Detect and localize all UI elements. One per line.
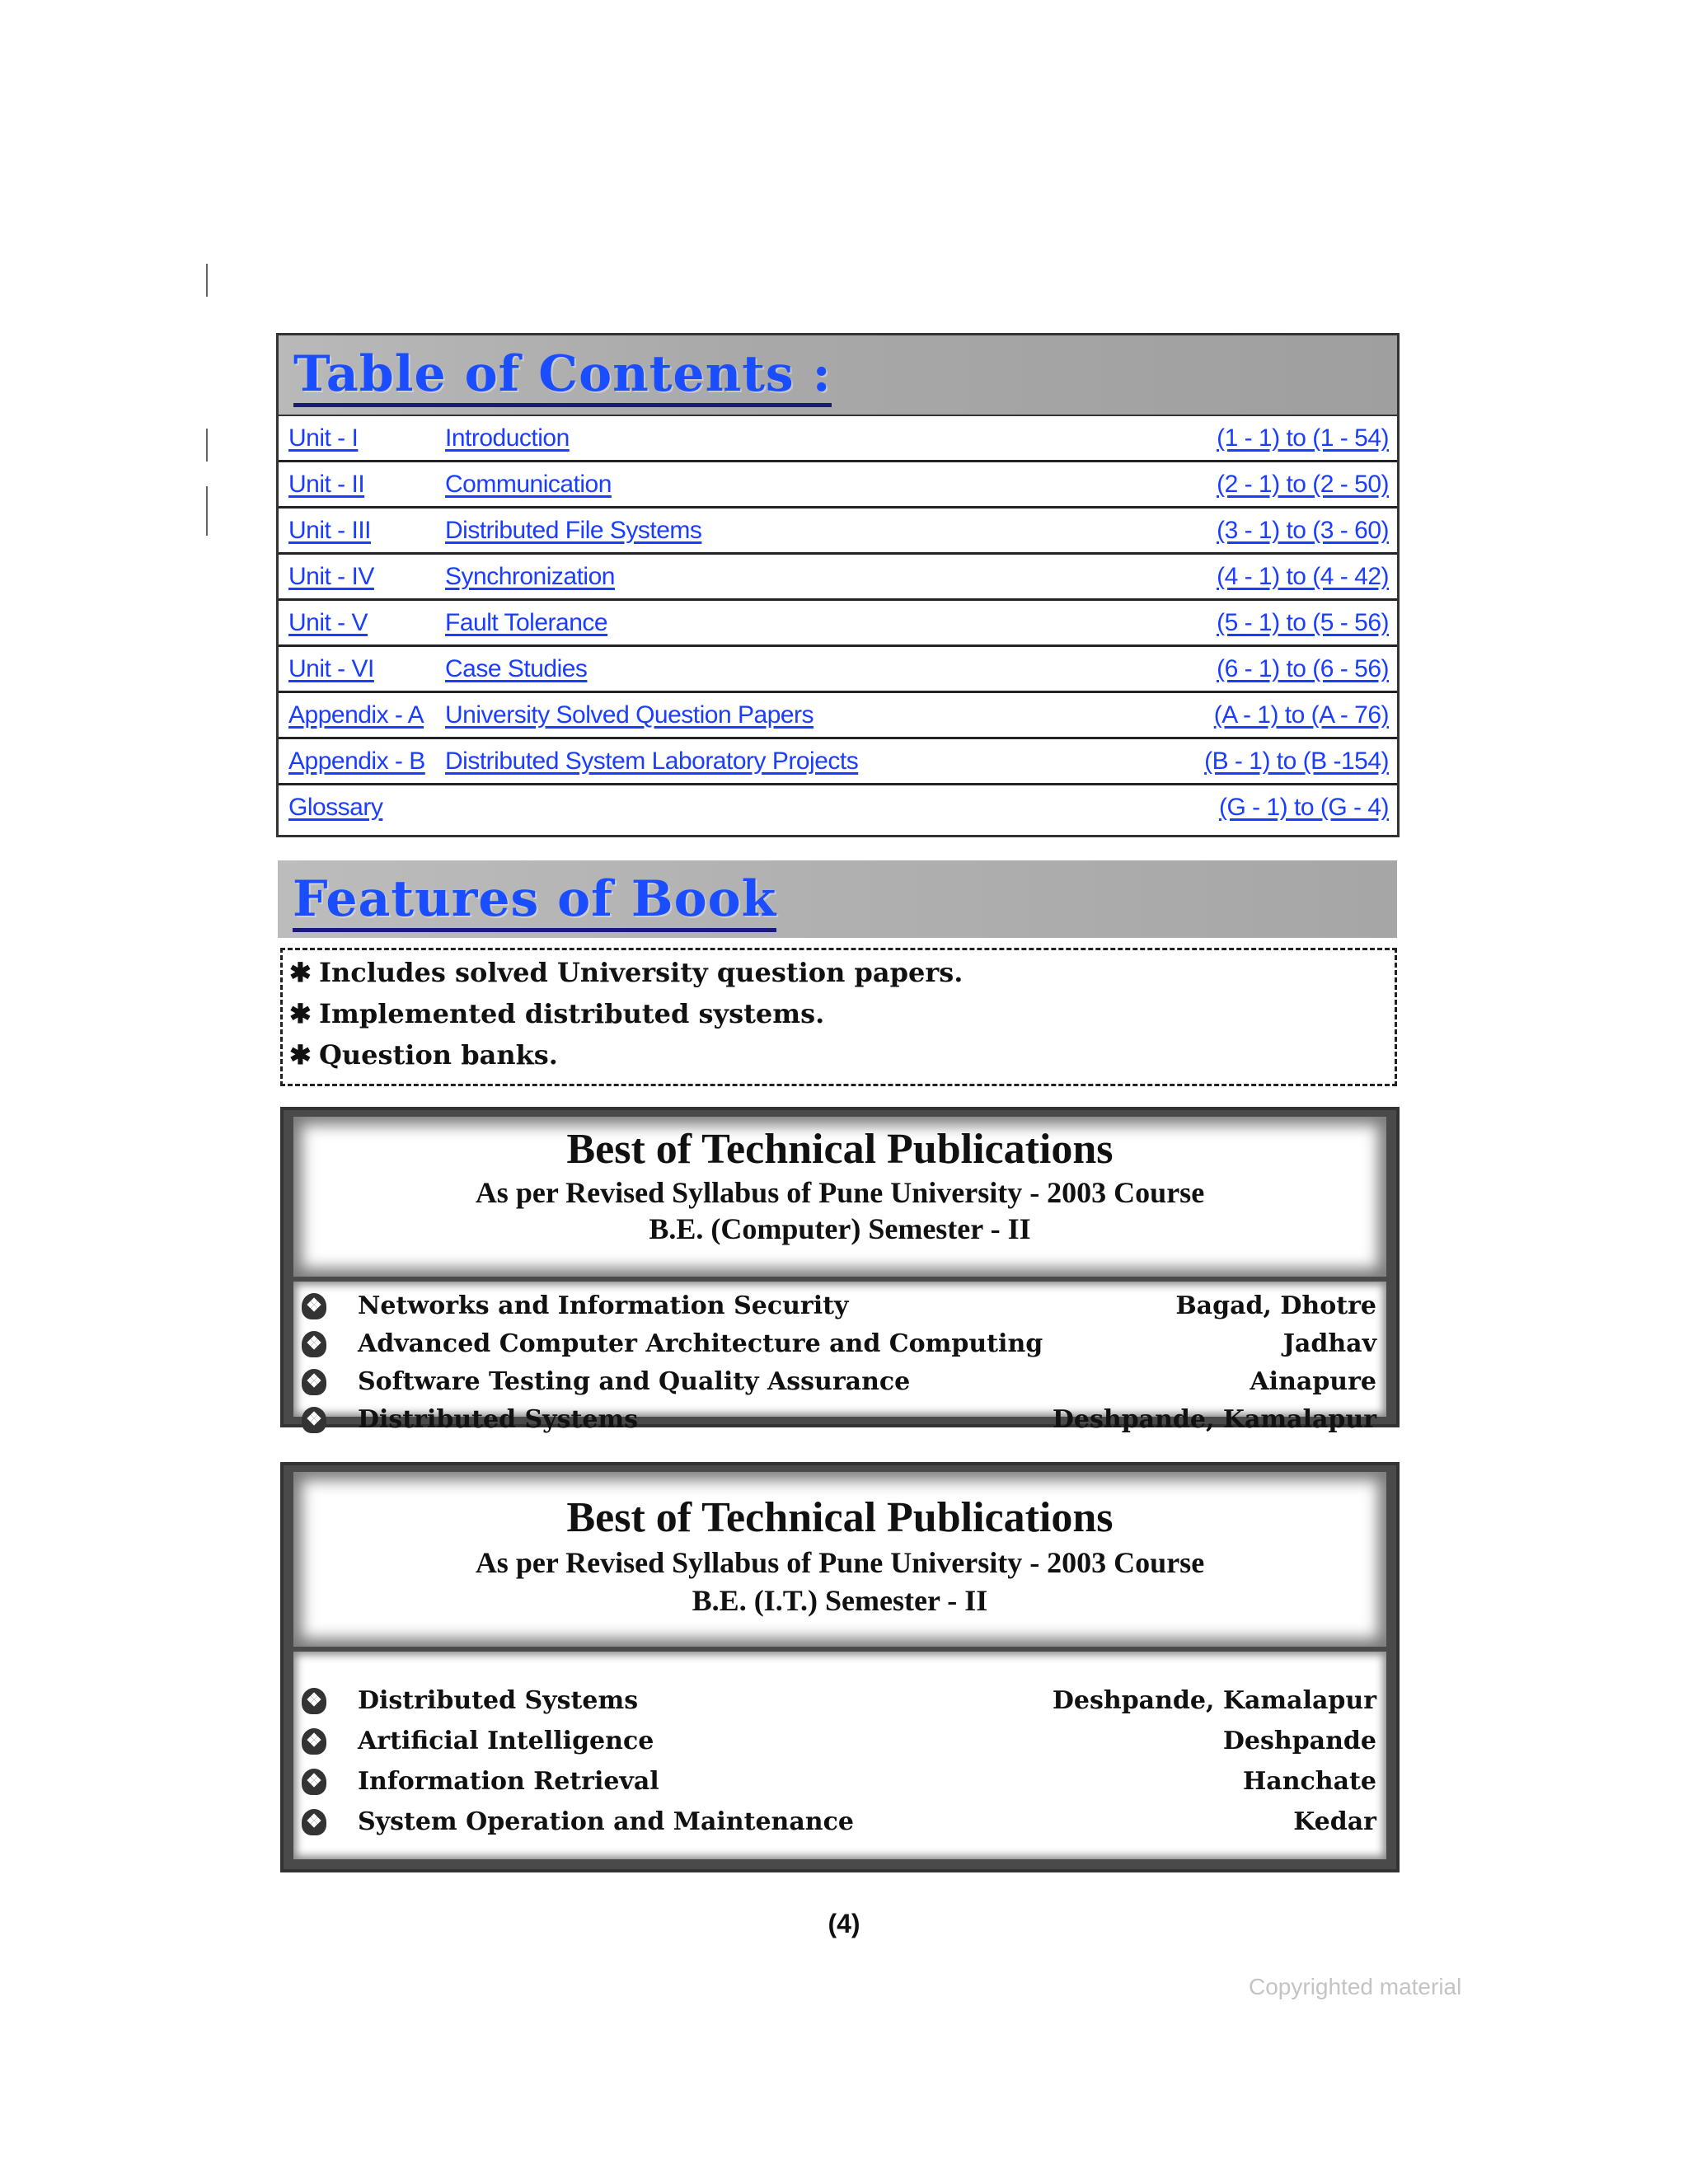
- features-list: [280, 948, 1397, 1086]
- toc-unit-link[interactable]: Appendix - B: [288, 748, 425, 775]
- book-icon: ❖: [302, 1331, 326, 1357]
- book-row: [293, 1685, 1386, 1721]
- book-author: Kedar: [1293, 1807, 1376, 1836]
- book-author: Jadhav: [1282, 1329, 1376, 1358]
- toc-unit-link[interactable]: Unit - III: [288, 517, 372, 544]
- book-row: [293, 1366, 1386, 1402]
- book-row: [293, 1765, 1386, 1802]
- book-row: [293, 1290, 1386, 1326]
- book-icon: ❖: [302, 1769, 326, 1795]
- toc-pages-link[interactable]: (5 - 1) to (5 - 56): [1217, 609, 1389, 636]
- toc-row: [279, 785, 1397, 832]
- toc-pages-link[interactable]: (A - 1) to (A - 76): [1213, 701, 1389, 729]
- toc-unit-link[interactable]: Unit - VI: [288, 655, 374, 682]
- toc-title-link[interactable]: Distributed System Laboratory Projects: [445, 748, 859, 775]
- book-title: System Operation and Maintenance: [358, 1807, 854, 1836]
- toc-unit-link[interactable]: Unit - I: [288, 424, 359, 452]
- publication-header: [293, 1472, 1386, 1647]
- toc-pages-link[interactable]: (6 - 1) to (6 - 56): [1217, 655, 1389, 682]
- book-row: [293, 1328, 1386, 1364]
- book-row: [293, 1404, 1386, 1440]
- book-title: Software Testing and Quality Assurance: [358, 1367, 911, 1396]
- margin-mark: [206, 486, 208, 536]
- toc-title-link[interactable]: Fault Tolerance: [445, 609, 608, 636]
- publication-syllabus: As per Revised Syllabus of Pune University - 2003 Course: [475, 1546, 1205, 1579]
- table-of-contents: [276, 333, 1400, 837]
- toc-unit-link[interactable]: Glossary: [288, 794, 383, 821]
- toc-pages-link[interactable]: (4 - 1) to (4 - 42): [1217, 563, 1389, 590]
- page-number: (4): [828, 1909, 860, 1938]
- toc-pages-link[interactable]: (1 - 1) to (1 - 54): [1217, 424, 1389, 452]
- book-icon: ❖: [302, 1728, 326, 1755]
- toc-unit-link[interactable]: Unit - II: [288, 471, 365, 498]
- publication-syllabus: As per Revised Syllabus of Pune University - 2003 Course: [475, 1176, 1205, 1209]
- publication-box: [280, 1462, 1400, 1872]
- book-author: Hanchate: [1242, 1767, 1376, 1796]
- book-row: [293, 1806, 1386, 1842]
- margin-mark: [206, 264, 208, 297]
- book-row: [293, 1725, 1386, 1761]
- toc-pages-link[interactable]: (B - 1) to (B -154): [1204, 748, 1389, 775]
- toc-title-link[interactable]: Synchronization: [445, 563, 615, 590]
- features-header: [278, 860, 1397, 938]
- feature-text: Includes solved University question papers.: [319, 957, 964, 988]
- feature-item: [289, 1039, 558, 1071]
- toc-row: [279, 647, 1397, 693]
- feature-text: Question banks.: [319, 1039, 558, 1071]
- publication-box: [280, 1107, 1400, 1434]
- star-bullet-icon: ✱: [289, 998, 312, 1029]
- toc-title-link[interactable]: Distributed File Systems: [445, 517, 702, 544]
- publication-book-list: [293, 1282, 1386, 1434]
- star-bullet-icon: ✱: [289, 1039, 312, 1071]
- publication-heading: Best of Technical Publications: [566, 1126, 1114, 1173]
- publication-book-list: [293, 1652, 1386, 1859]
- book-author: Deshpande, Kamalapur: [1052, 1686, 1376, 1715]
- book-icon: ❖: [302, 1407, 326, 1433]
- toc-unit-link[interactable]: Unit - V: [288, 609, 368, 636]
- toc-pages-link[interactable]: (2 - 1) to (2 - 50): [1217, 471, 1389, 498]
- toc-pages-link[interactable]: (3 - 1) to (3 - 60): [1217, 517, 1389, 544]
- toc-header: [279, 335, 1397, 416]
- toc-row: [279, 462, 1397, 509]
- toc-unit-link[interactable]: Unit - IV: [288, 563, 374, 590]
- toc-row: [279, 509, 1397, 555]
- feature-item: [289, 998, 824, 1029]
- copyright-notice: Copyrighted material: [1249, 1974, 1462, 1999]
- toc-title-link[interactable]: Case Studies: [445, 655, 588, 682]
- book-title: Distributed Systems: [358, 1686, 639, 1715]
- book-icon: ❖: [302, 1809, 326, 1835]
- toc-title: Table of Contents :: [293, 347, 832, 407]
- book-author: Deshpande: [1222, 1727, 1376, 1755]
- toc-title-link[interactable]: Introduction: [445, 424, 570, 452]
- publication-heading: Best of Technical Publications: [566, 1494, 1114, 1541]
- toc-title-link[interactable]: Communication: [445, 471, 612, 498]
- star-bullet-icon: ✱: [289, 957, 312, 988]
- publication-header: [293, 1117, 1386, 1277]
- toc-row: [279, 693, 1397, 739]
- publication-semester: B.E. (Computer) Semester - II: [649, 1212, 1031, 1245]
- book-title: Distributed Systems: [358, 1405, 639, 1434]
- feature-item: [289, 957, 963, 988]
- book-title: Information Retrieval: [358, 1767, 659, 1796]
- book-author: Deshpande, Kamalapur: [1052, 1405, 1376, 1434]
- toc-unit-link[interactable]: Appendix - A: [288, 701, 424, 729]
- book-title: Networks and Information Security: [358, 1291, 849, 1320]
- book-title: Advanced Computer Architecture and Computing: [358, 1329, 1043, 1358]
- book-icon: ❖: [302, 1688, 326, 1714]
- toc-rows: [279, 416, 1397, 832]
- book-icon: ❖: [302, 1369, 326, 1395]
- toc-pages-link[interactable]: (G - 1) to (G - 4): [1218, 794, 1389, 821]
- toc-row: [279, 739, 1397, 785]
- feature-text: Implemented distributed systems.: [319, 998, 825, 1029]
- book-author: Ainapure: [1250, 1367, 1376, 1396]
- book-author: Bagad, Dhotre: [1175, 1291, 1376, 1320]
- book-title: Artificial Intelligence: [358, 1727, 654, 1755]
- toc-row: [279, 555, 1397, 601]
- margin-mark: [206, 429, 208, 462]
- publication-semester: B.E. (I.T.) Semester - II: [692, 1584, 988, 1617]
- toc-row: [279, 601, 1397, 647]
- toc-title-link[interactable]: University Solved Question Papers: [445, 701, 814, 729]
- book-icon: ❖: [302, 1293, 326, 1319]
- features-title: Features of Book: [293, 872, 776, 932]
- toc-row: [279, 416, 1397, 462]
